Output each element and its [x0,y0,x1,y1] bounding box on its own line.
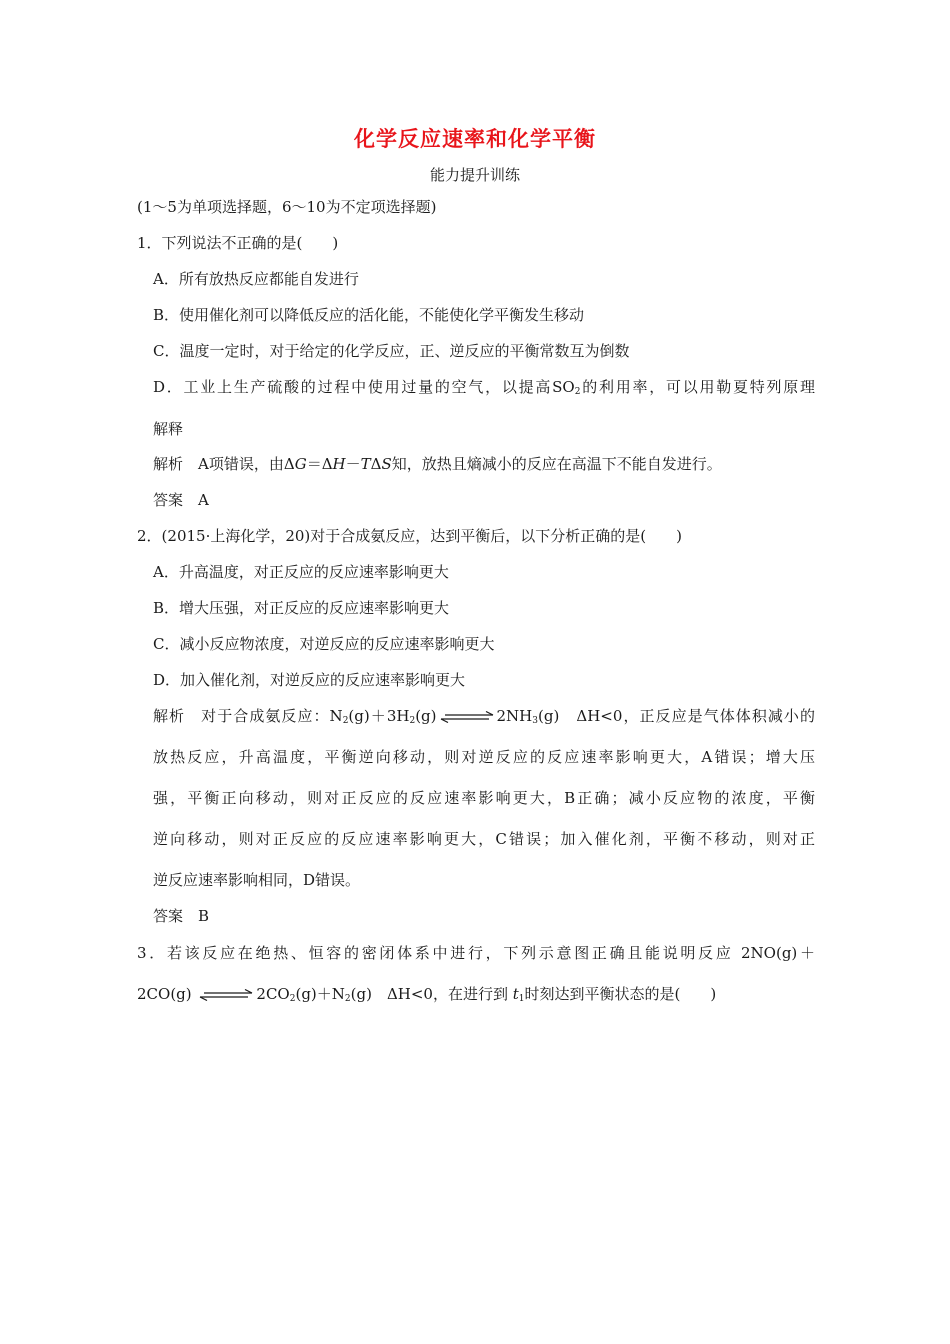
document-subtitle: 能力提升训练 [429,166,520,184]
equilibrium-arrow-icon [198,989,254,1001]
q2-answer: 答案 B [153,907,210,925]
q1-option-c: C．温度一定时，对于给定的化学反应，正、逆反应的平衡常数互为倒数 [153,342,630,360]
q1-option-a: A．所有放热反应都能自发进行 [153,270,359,288]
q2-option-a: A．升高温度，对正反应的反应速率影响更大 [153,563,449,581]
q1-option-d-continued: 解释 [153,420,184,438]
equilibrium-arrow-icon [439,711,495,723]
q1-option-d: D．工业上生产硫酸的过程中使用过量的空气，以提高$SO_2$的利用率，可以用勒夏特列原理 [153,378,815,397]
q1-analysis: 解析 A项错误，由ΔG＝ΔH－TΔS知，放热且熵减小的反应在高温下不能自发进行。 [153,455,722,473]
document-title: 化学反应速率和化学平衡 [354,127,596,151]
q2-analysis-line-4: 逆向移动，则对正反应的反应速率影响更大，C错误；加入催化剂，平衡不移动，则对正 [153,830,815,848]
q2-analysis-line-2: 放热反应，升高温度，平衡逆向移动，则对逆反应的反应速率影响更大，A错误；增大压 [153,748,815,766]
q2-option-d: D．加入催化剂，对逆反应的反应速率影响更大 [153,671,466,689]
q2-stem: 2．(2015·上海化学，20)对于合成氨反应，达到平衡后，以下分析正确的是( ) [137,527,682,545]
q2-option-b: B．增大压强，对正反应的反应速率影响更大 [153,599,450,617]
q1-option-b: B．使用催化剂可以降低反应的活化能，不能使化学平衡发生移动 [153,306,585,324]
instructions: (1～5为单项选择题，6～10为不定项选择题) [137,198,437,216]
q2-analysis-line-1: 解析 对于合成氨反应：$N_2(g)+3H_2(g)$ $2NH_3(g)$ ΔH<0，正反应是气体体积减小的 [153,707,815,726]
q2-analysis-line-5: 逆反应速率影响相同，D错误。 [153,871,361,889]
q2-analysis-line-3: 强，平衡正向移动，则对正反应的反应速率影响更大，B正确；减小反应物的浓度，平衡 [153,789,815,807]
q1-stem: 1．下列说法不正确的是( ) [137,234,339,252]
q3-stem-line-1: 3．若该反应在绝热、恒容的密闭体系中进行，下列示意图正确且能说明反应 2NO(g)＋ [137,944,815,962]
q2-option-c: C．减小反应物浓度，对逆反应的反应速率影响更大 [153,635,495,653]
q3-stem-line-2: 2CO(g) $2CO_2(g)+N_2(g)$ ΔH<0，在进行到 $t_1$时刻达到平衡状态的是( ) [137,985,717,1004]
q1-answer: 答案 A [153,491,209,509]
